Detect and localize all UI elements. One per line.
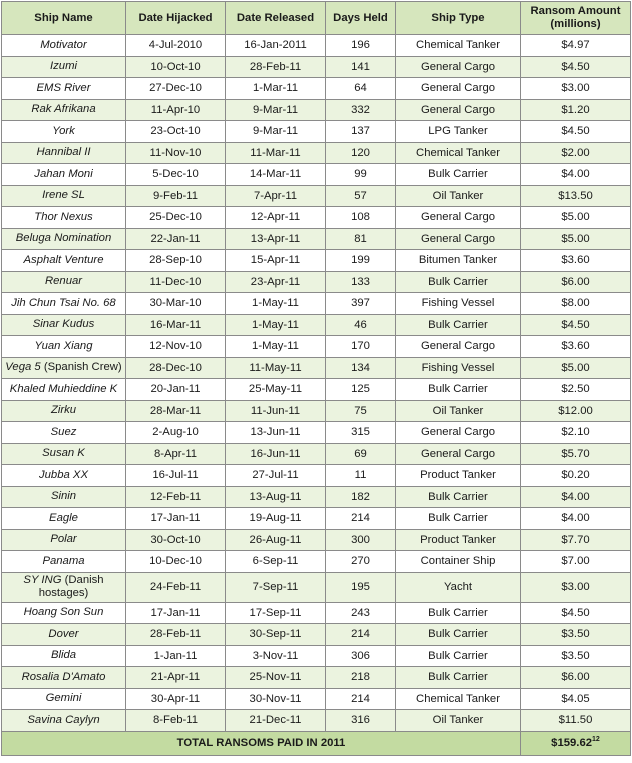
ransom-amount-cell: $4.00: [521, 164, 631, 186]
header-date-hijacked: Date Hijacked: [126, 2, 226, 35]
days-held-cell: 182: [326, 486, 396, 508]
days-held-cell: 11: [326, 465, 396, 487]
date-released-cell: 1-May-11: [226, 314, 326, 336]
date-hijacked-cell: 28-Mar-11: [126, 400, 226, 422]
ship-name-cell: [2, 207, 126, 229]
ship-name: Jahan Moni: [34, 167, 93, 180]
ship-name-cell: [2, 529, 126, 551]
table-row: [2, 529, 631, 551]
table-row: [2, 271, 631, 293]
date-hijacked-cell: 16-Jul-11: [126, 465, 226, 487]
ship-name: Yuan Xiang: [34, 339, 93, 352]
ship-name-cell: [2, 602, 126, 624]
table-row: [2, 602, 631, 624]
ransom-amount-cell: $4.00: [521, 508, 631, 530]
total-value-cell: [521, 731, 631, 755]
date-released-cell: 1-Mar-11: [226, 78, 326, 100]
table-row: [2, 78, 631, 100]
total-label: TOTAL RANSOMS PAID IN 2011: [2, 731, 521, 755]
date-hijacked-cell: 25-Dec-10: [126, 207, 226, 229]
date-hijacked-cell: 12-Nov-10: [126, 336, 226, 358]
date-released-cell: 6-Sep-11: [226, 551, 326, 573]
days-held-cell: 332: [326, 99, 396, 121]
ship-type-cell: Fishing Vessel: [396, 293, 521, 315]
table-row: [2, 142, 631, 164]
date-released-cell: 15-Apr-11: [226, 250, 326, 272]
ship-type-cell: Container Ship: [396, 551, 521, 573]
ship-name: Susan K: [42, 447, 85, 460]
total-row: [2, 731, 631, 755]
ship-name: Rak Afrikana: [31, 103, 96, 116]
date-released-cell: 9-Mar-11: [226, 99, 326, 121]
ship-name: York: [52, 124, 75, 137]
ship-name-cell: [2, 185, 126, 207]
date-released-cell: 28-Feb-11: [226, 56, 326, 78]
date-hijacked-cell: 4-Jul-2010: [126, 35, 226, 57]
header-ransom-amount: Ransom Amount (millions): [521, 2, 631, 35]
ship-name-cell: [2, 422, 126, 444]
ship-name: Asphalt Venture: [23, 253, 104, 266]
date-hijacked-cell: 30-Oct-10: [126, 529, 226, 551]
ship-name: Vega 5: [5, 361, 41, 374]
ship-name-cell: [2, 710, 126, 732]
date-released-cell: 16-Jun-11: [226, 443, 326, 465]
date-released-cell: 17-Sep-11: [226, 602, 326, 624]
date-hijacked-cell: 30-Mar-10: [126, 293, 226, 315]
date-hijacked-cell: 21-Apr-11: [126, 667, 226, 689]
ship-name: Khaled Muhieddine K: [9, 382, 118, 395]
date-released-cell: 13-Aug-11: [226, 486, 326, 508]
date-hijacked-cell: 11-Apr-10: [126, 99, 226, 121]
ship-name-cell: [2, 142, 126, 164]
date-hijacked-cell: 8-Apr-11: [126, 443, 226, 465]
ransom-amount-cell: $5.00: [521, 207, 631, 229]
ship-type-cell: Bitumen Tanker: [396, 250, 521, 272]
date-hijacked-cell: 20-Jan-11: [126, 379, 226, 401]
ship-type-cell: General Cargo: [396, 422, 521, 444]
ship-type-cell: Bulk Carrier: [396, 624, 521, 646]
table-row: [2, 551, 631, 573]
days-held-cell: 214: [326, 688, 396, 710]
ship-type-cell: Oil Tanker: [396, 710, 521, 732]
ship-type-cell: Bulk Carrier: [396, 508, 521, 530]
table-row: [2, 667, 631, 689]
days-held-cell: 195: [326, 572, 396, 602]
ship-name: Rosalia D'Amato: [21, 670, 106, 683]
ship-name: Sinin: [50, 490, 77, 503]
date-hijacked-cell: 8-Feb-11: [126, 710, 226, 732]
ship-name-note: (Spanish Crew): [43, 361, 122, 374]
date-released-cell: 9-Mar-11: [226, 121, 326, 143]
days-held-cell: 218: [326, 667, 396, 689]
table-row: [2, 314, 631, 336]
date-released-cell: 14-Mar-11: [226, 164, 326, 186]
ship-name: Jih Chun Tsai No. 68: [11, 296, 116, 309]
table-row: [2, 645, 631, 667]
ship-name: Dover: [48, 627, 79, 640]
ship-type-cell: Chemical Tanker: [396, 142, 521, 164]
ship-name-cell: [2, 78, 126, 100]
ship-name-cell: [2, 379, 126, 401]
days-held-cell: 214: [326, 508, 396, 530]
ship-name-cell: [2, 228, 126, 250]
table-row: [2, 443, 631, 465]
table-row: [2, 422, 631, 444]
date-hijacked-cell: 28-Feb-11: [126, 624, 226, 646]
ransom-amount-cell: $12.00: [521, 400, 631, 422]
table-row: [2, 56, 631, 78]
ship-name-cell: [2, 624, 126, 646]
table-footer: [2, 731, 631, 755]
ship-name-cell: [2, 400, 126, 422]
date-hijacked-cell: 27-Dec-10: [126, 78, 226, 100]
ship-type-cell: General Cargo: [396, 336, 521, 358]
ship-name-cell: [2, 164, 126, 186]
days-held-cell: 397: [326, 293, 396, 315]
date-released-cell: 27-Jul-11: [226, 465, 326, 487]
date-hijacked-cell: 23-Oct-10: [126, 121, 226, 143]
table-row: [2, 293, 631, 315]
date-released-cell: 16-Jan-2011: [226, 35, 326, 57]
table-row: [2, 357, 631, 379]
ship-name: Savina Caylyn: [27, 713, 100, 726]
date-hijacked-cell: 2-Aug-10: [126, 422, 226, 444]
days-held-cell: 316: [326, 710, 396, 732]
days-held-cell: 69: [326, 443, 396, 465]
table-row: [2, 250, 631, 272]
date-hijacked-cell: 1-Jan-11: [126, 645, 226, 667]
ship-type-cell: Oil Tanker: [396, 400, 521, 422]
date-hijacked-cell: 10-Oct-10: [126, 56, 226, 78]
date-hijacked-cell: 17-Jan-11: [126, 602, 226, 624]
ship-type-cell: Yacht: [396, 572, 521, 602]
ransom-amount-cell: $6.00: [521, 667, 631, 689]
ship-type-cell: Bulk Carrier: [396, 667, 521, 689]
ship-type-cell: General Cargo: [396, 207, 521, 229]
date-released-cell: 30-Sep-11: [226, 624, 326, 646]
ship-name-cell: [2, 645, 126, 667]
ship-type-cell: Bulk Carrier: [396, 164, 521, 186]
date-released-cell: 13-Jun-11: [226, 422, 326, 444]
date-hijacked-cell: 9-Feb-11: [126, 185, 226, 207]
ship-name-cell: [2, 293, 126, 315]
ship-name: EMS River: [36, 81, 91, 94]
ship-name: Eagle: [49, 511, 78, 524]
ship-type-cell: Bulk Carrier: [396, 645, 521, 667]
date-released-cell: 11-May-11: [226, 357, 326, 379]
ship-name: Thor Nexus: [34, 210, 93, 223]
header-days-held: Days Held: [326, 2, 396, 35]
date-hijacked-cell: 11-Dec-10: [126, 271, 226, 293]
ship-name-cell: [2, 465, 126, 487]
days-held-cell: 199: [326, 250, 396, 272]
header-row: [2, 2, 631, 35]
date-released-cell: 23-Apr-11: [226, 271, 326, 293]
ship-type-cell: General Cargo: [396, 443, 521, 465]
ship-type-cell: Bulk Carrier: [396, 379, 521, 401]
date-released-cell: 11-Mar-11: [226, 142, 326, 164]
days-held-cell: 306: [326, 645, 396, 667]
ship-type-cell: General Cargo: [396, 99, 521, 121]
table-row: [2, 99, 631, 121]
ship-name-cell: [2, 443, 126, 465]
days-held-cell: 134: [326, 357, 396, 379]
date-released-cell: 1-May-11: [226, 293, 326, 315]
date-hijacked-cell: 5-Dec-10: [126, 164, 226, 186]
ship-name-cell: [2, 508, 126, 530]
date-released-cell: 30-Nov-11: [226, 688, 326, 710]
ship-type-cell: Product Tanker: [396, 529, 521, 551]
ransom-amount-cell: $4.97: [521, 35, 631, 57]
date-released-cell: 26-Aug-11: [226, 529, 326, 551]
ransom-amount-cell: $8.00: [521, 293, 631, 315]
ship-name: Blida: [50, 649, 77, 662]
ship-name: Sinar Kudus: [32, 318, 95, 331]
days-held-cell: 137: [326, 121, 396, 143]
days-held-cell: 120: [326, 142, 396, 164]
table-row: [2, 336, 631, 358]
days-held-cell: 300: [326, 529, 396, 551]
total-footnote: 12: [592, 736, 600, 744]
date-released-cell: 11-Jun-11: [226, 400, 326, 422]
table-row: [2, 400, 631, 422]
ship-name: Motivator: [40, 38, 87, 51]
table-row: [2, 35, 631, 57]
date-hijacked-cell: 28-Dec-10: [126, 357, 226, 379]
date-hijacked-cell: 22-Jan-11: [126, 228, 226, 250]
date-released-cell: 13-Apr-11: [226, 228, 326, 250]
days-held-cell: 214: [326, 624, 396, 646]
table-row: [2, 508, 631, 530]
ship-type-cell: Fishing Vessel: [396, 357, 521, 379]
date-released-cell: 7-Sep-11: [226, 572, 326, 602]
date-released-cell: 25-May-11: [226, 379, 326, 401]
date-released-cell: 7-Apr-11: [226, 185, 326, 207]
date-hijacked-cell: 12-Feb-11: [126, 486, 226, 508]
date-released-cell: 3-Nov-11: [226, 645, 326, 667]
date-released-cell: 19-Aug-11: [226, 508, 326, 530]
date-hijacked-cell: 24-Feb-11: [126, 572, 226, 602]
ship-name: Irene SL: [42, 189, 85, 202]
days-held-cell: 46: [326, 314, 396, 336]
ship-name-cell: [2, 688, 126, 710]
table-body: [2, 35, 631, 732]
ransom-amount-cell: $4.50: [521, 56, 631, 78]
ransom-amount-cell: $6.00: [521, 271, 631, 293]
ship-name: Jubba XX: [39, 468, 88, 481]
ship-name: Beluga Nomination: [15, 232, 112, 245]
days-held-cell: 64: [326, 78, 396, 100]
days-held-cell: 196: [326, 35, 396, 57]
ship-name-cell: [2, 667, 126, 689]
table-row: [2, 228, 631, 250]
ransom-amount-cell: $4.05: [521, 688, 631, 710]
ransom-amount-cell: $3.00: [521, 572, 631, 602]
ship-type-cell: Product Tanker: [396, 465, 521, 487]
ship-name: Izumi: [50, 60, 77, 73]
ship-type-cell: Bulk Carrier: [396, 486, 521, 508]
ransom-amount-cell: $3.50: [521, 624, 631, 646]
ship-name: Polar: [50, 533, 77, 546]
table-row: [2, 688, 631, 710]
table-header: [2, 2, 631, 35]
ransom-amount-cell: $3.50: [521, 645, 631, 667]
ship-name-cell: [2, 250, 126, 272]
ship-type-cell: General Cargo: [396, 228, 521, 250]
date-released-cell: 25-Nov-11: [226, 667, 326, 689]
days-held-cell: 108: [326, 207, 396, 229]
ship-type-cell: Bulk Carrier: [396, 314, 521, 336]
days-held-cell: 270: [326, 551, 396, 573]
days-held-cell: 315: [326, 422, 396, 444]
header-ship-name: Ship Name: [2, 2, 126, 35]
table-row: [2, 207, 631, 229]
date-hijacked-cell: 17-Jan-11: [126, 508, 226, 530]
days-held-cell: 170: [326, 336, 396, 358]
table-row: [2, 185, 631, 207]
date-released-cell: 12-Apr-11: [226, 207, 326, 229]
ship-name-cell: [2, 35, 126, 57]
days-held-cell: 75: [326, 400, 396, 422]
ship-name-cell: [2, 486, 126, 508]
table-row: [2, 624, 631, 646]
ransom-amount-cell: $5.70: [521, 443, 631, 465]
ransom-amount-cell: $7.70: [521, 529, 631, 551]
ship-type-cell: Bulk Carrier: [396, 271, 521, 293]
ship-name: Hoang Son Sun: [23, 606, 104, 619]
days-held-cell: 141: [326, 56, 396, 78]
table-row: [2, 486, 631, 508]
days-held-cell: 81: [326, 228, 396, 250]
date-released-cell: 21-Dec-11: [226, 710, 326, 732]
ship-name: Hannibal II: [36, 146, 91, 159]
ransom-amount-cell: $3.00: [521, 78, 631, 100]
ransom-amount-cell: $3.60: [521, 250, 631, 272]
ship-type-cell: Chemical Tanker: [396, 35, 521, 57]
header-ship-type: Ship Type: [396, 2, 521, 35]
days-held-cell: 99: [326, 164, 396, 186]
date-hijacked-cell: 30-Apr-11: [126, 688, 226, 710]
ship-type-cell: Bulk Carrier: [396, 602, 521, 624]
header-date-released: Date Released: [226, 2, 326, 35]
total-value: $159.62: [551, 737, 593, 749]
ransom-amount-cell: $2.10: [521, 422, 631, 444]
ransom-amount-cell: $4.00: [521, 486, 631, 508]
days-held-cell: 125: [326, 379, 396, 401]
ransom-amount-cell: $5.00: [521, 357, 631, 379]
ship-name-cell: [2, 314, 126, 336]
ransom-table: [1, 1, 631, 756]
days-held-cell: 133: [326, 271, 396, 293]
days-held-cell: 243: [326, 602, 396, 624]
ship-type-cell: General Cargo: [396, 56, 521, 78]
table-row: [2, 572, 631, 602]
ransom-amount-cell: $13.50: [521, 185, 631, 207]
ransom-amount-cell: $3.60: [521, 336, 631, 358]
ransom-amount-cell: $5.00: [521, 228, 631, 250]
table-row: [2, 379, 631, 401]
ransom-amount-cell: $4.50: [521, 602, 631, 624]
ransom-amount-cell: $4.50: [521, 314, 631, 336]
date-hijacked-cell: 10-Dec-10: [126, 551, 226, 573]
ship-type-cell: General Cargo: [396, 78, 521, 100]
date-hijacked-cell: 11-Nov-10: [126, 142, 226, 164]
ship-name: Renuar: [44, 275, 83, 288]
ship-name-cell: [2, 271, 126, 293]
table-row: [2, 121, 631, 143]
ship-name-cell: [2, 551, 126, 573]
ship-name: Suez: [50, 425, 77, 438]
table-row: [2, 465, 631, 487]
date-hijacked-cell: 16-Mar-11: [126, 314, 226, 336]
ship-name-cell: [2, 56, 126, 78]
ship-type-cell: Chemical Tanker: [396, 688, 521, 710]
ship-name-cell: [2, 99, 126, 121]
date-released-cell: 1-May-11: [226, 336, 326, 358]
ship-name-note: (Danish hostages): [38, 574, 104, 599]
table-row: [2, 164, 631, 186]
date-hijacked-cell: 28-Sep-10: [126, 250, 226, 272]
ship-type-cell: Oil Tanker: [396, 185, 521, 207]
days-held-cell: 57: [326, 185, 396, 207]
ship-name: Gemini: [45, 692, 82, 705]
table-row: [2, 710, 631, 732]
ship-name-cell: [2, 121, 126, 143]
ransom-amount-cell: $11.50: [521, 710, 631, 732]
ship-name: SY ING: [23, 574, 62, 586]
ransom-amount-cell: $2.00: [521, 142, 631, 164]
ransom-amount-cell: $2.50: [521, 379, 631, 401]
ransom-amount-cell: $7.00: [521, 551, 631, 573]
ransom-amount-cell: $1.20: [521, 99, 631, 121]
ship-name-cell: [2, 336, 126, 358]
ship-name-cell: [2, 572, 126, 602]
ship-type-cell: LPG Tanker: [396, 121, 521, 143]
ship-name-cell: [2, 357, 126, 379]
ransom-amount-cell: $4.50: [521, 121, 631, 143]
ship-name: Panama: [42, 554, 85, 567]
ship-name: Zirku: [50, 404, 77, 417]
ransom-amount-cell: $0.20: [521, 465, 631, 487]
